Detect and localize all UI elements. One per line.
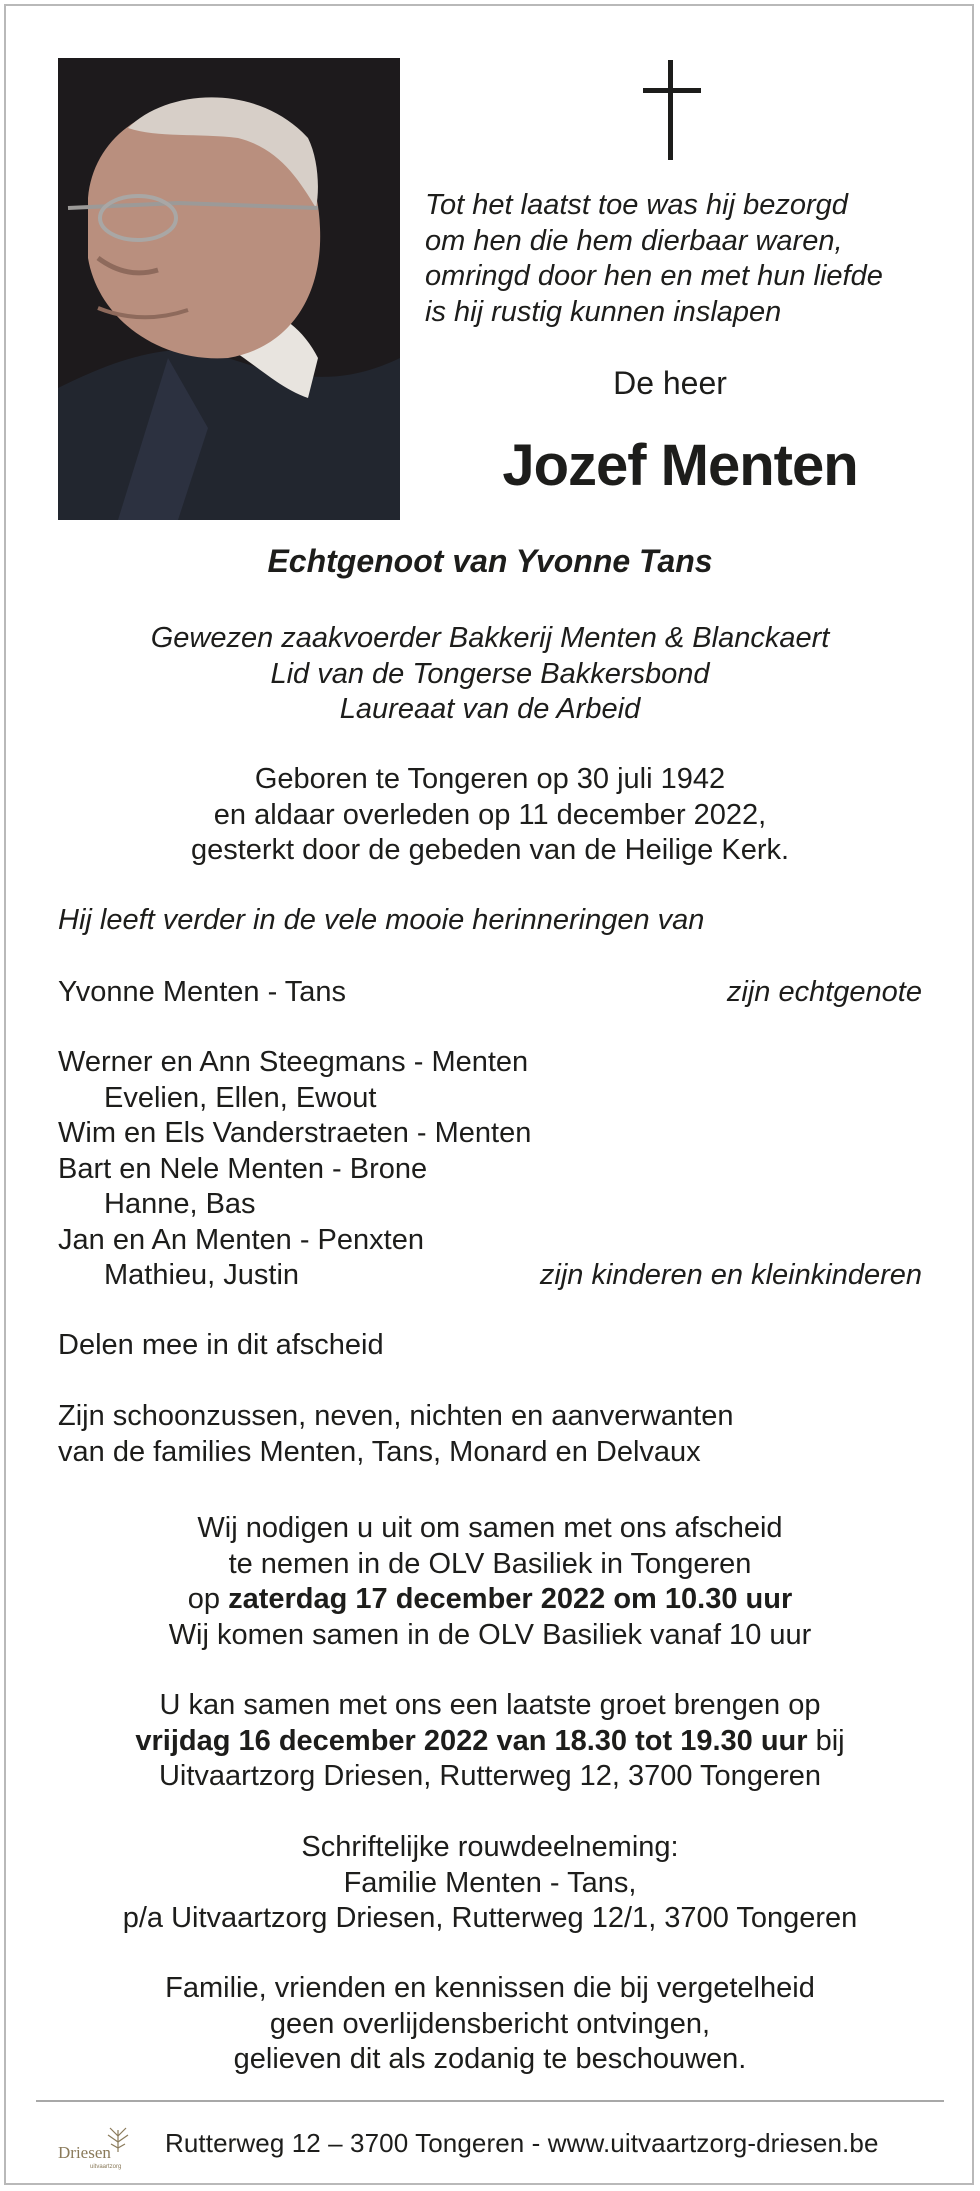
relatives-line: van de families Menten, Tans, Monard en Delvaux xyxy=(58,1435,701,1468)
footer-divider xyxy=(36,2100,944,2102)
note-line: gelieven dit als zodanig te beschouwen. xyxy=(233,2043,747,2075)
wife-relation: zijn echtgenote xyxy=(726,976,922,1008)
spouse-line: Echtgenoot van Yvonne Tans xyxy=(267,543,713,579)
visitation-datetime: vrijdag 16 december 2022 van 18.30 tot 19.30 uur bij xyxy=(135,1724,845,1757)
visitation-line: U kan samen met ons een laatste groet brengen op xyxy=(159,1689,821,1721)
svg-text:Driesen: Driesen xyxy=(58,2143,111,2162)
bio-block xyxy=(0,762,980,869)
relatives-line: Zijn schoonzussen, neven, nichten en aanverwanten xyxy=(58,1400,734,1432)
child-couple: Jan en An Menten - Penxten xyxy=(58,1223,424,1256)
memory-intro: Hij leeft verder in de vele mooie herinneringen van xyxy=(58,904,705,936)
grandchildren: Evelien, Ellen, Ewout xyxy=(104,1081,377,1114)
child-couple: Werner en Ann Steegmans - Menten xyxy=(58,1046,529,1078)
wife-name: Yvonne Menten - Tans xyxy=(58,976,347,1008)
child-couple: Bart en Nele Menten - Brone xyxy=(58,1152,428,1185)
bio-line: Geboren te Tongeren op 30 juli 1942 xyxy=(254,763,726,795)
condolences-line: Familie Menten - Tans, xyxy=(343,1866,637,1899)
roles-block xyxy=(0,621,980,728)
visitation-date: vrijdag 16 december 2022 van 18.30 tot 19.30 uur xyxy=(135,1724,808,1757)
condolences-block xyxy=(0,1830,980,1937)
memorial-quote xyxy=(425,188,945,330)
portrait-photo xyxy=(58,58,400,520)
role-line: Laureaat van de Arbeid xyxy=(339,693,641,725)
ceremony-line: Wij komen samen in de OLV Basiliek vanaf 10 uur xyxy=(168,1618,812,1651)
footer-address: Rutterweg 12 – 3700 Tongeren - www.uitvaartzorg-driesen.be xyxy=(165,2128,879,2158)
ceremony-datetime: op zaterdag 17 december 2022 om 10.30 uur xyxy=(187,1583,793,1615)
wife-row xyxy=(58,975,922,1011)
bio-line: gesterkt door de gebeden van de Heilige Kerk. xyxy=(190,834,790,866)
role-line: Gewezen zaakvoerder Bakkerij Menten & Blanckaert xyxy=(150,622,830,654)
ceremony-date: zaterdag 17 december 2022 om 10.30 uur xyxy=(228,1583,793,1615)
role-line: Lid van de Tongerse Bakkersbond xyxy=(270,657,710,690)
visitation-block xyxy=(0,1688,980,1795)
svg-text:uitvaartzorg: uitvaartzorg xyxy=(90,2164,122,2170)
cross-icon xyxy=(643,60,701,160)
quote-line: is hij rustig kunnen inslapen xyxy=(425,295,782,328)
note-line: geen overlijdensbericht ontvingen, xyxy=(269,2007,711,2040)
children-list xyxy=(58,1045,922,1294)
relatives-block xyxy=(58,1399,922,1470)
share-intro: Delen mee in dit afscheid xyxy=(58,1329,384,1361)
deceased-name: Jozef Menten xyxy=(502,433,858,498)
bio-line: en aldaar overleden op 11 december 2022, xyxy=(213,798,767,831)
children-relation: zijn kinderen en kleinkinderen xyxy=(539,1259,922,1291)
driesen-logo xyxy=(56,2122,142,2174)
honorific: De heer xyxy=(613,365,727,401)
quote-line: omringd door hen en met hun liefde xyxy=(425,260,883,292)
grandchildren: Mathieu, Justin xyxy=(104,1259,300,1291)
ceremony-line: te nemen in de OLV Basiliek in Tongeren xyxy=(228,1547,752,1580)
ceremony-line: Wij nodigen u uit om samen met ons afscheid xyxy=(197,1512,783,1544)
condolences-line: p/a Uitvaartzorg Driesen, Rutterweg 12/1, 3700 Tongeren xyxy=(122,1902,858,1934)
quote-line: Tot het laatst toe was hij bezorgd xyxy=(425,189,848,221)
quote-line: om hen die hem dierbaar waren, xyxy=(425,224,843,257)
condolences-line: Schriftelijke rouwdeelneming: xyxy=(301,1831,679,1863)
child-couple: Wim en Els Vanderstraeten - Menten xyxy=(58,1117,532,1149)
grandchildren: Hanne, Bas xyxy=(104,1188,256,1220)
visitation-line: Uitvaartzorg Driesen, Rutterweg 12, 3700 Tongeren xyxy=(158,1760,821,1792)
ceremony-block xyxy=(0,1511,980,1653)
closing-note xyxy=(0,1971,980,2078)
note-line: Familie, vrienden en kennissen die bij vergetelheid xyxy=(165,1972,815,2004)
